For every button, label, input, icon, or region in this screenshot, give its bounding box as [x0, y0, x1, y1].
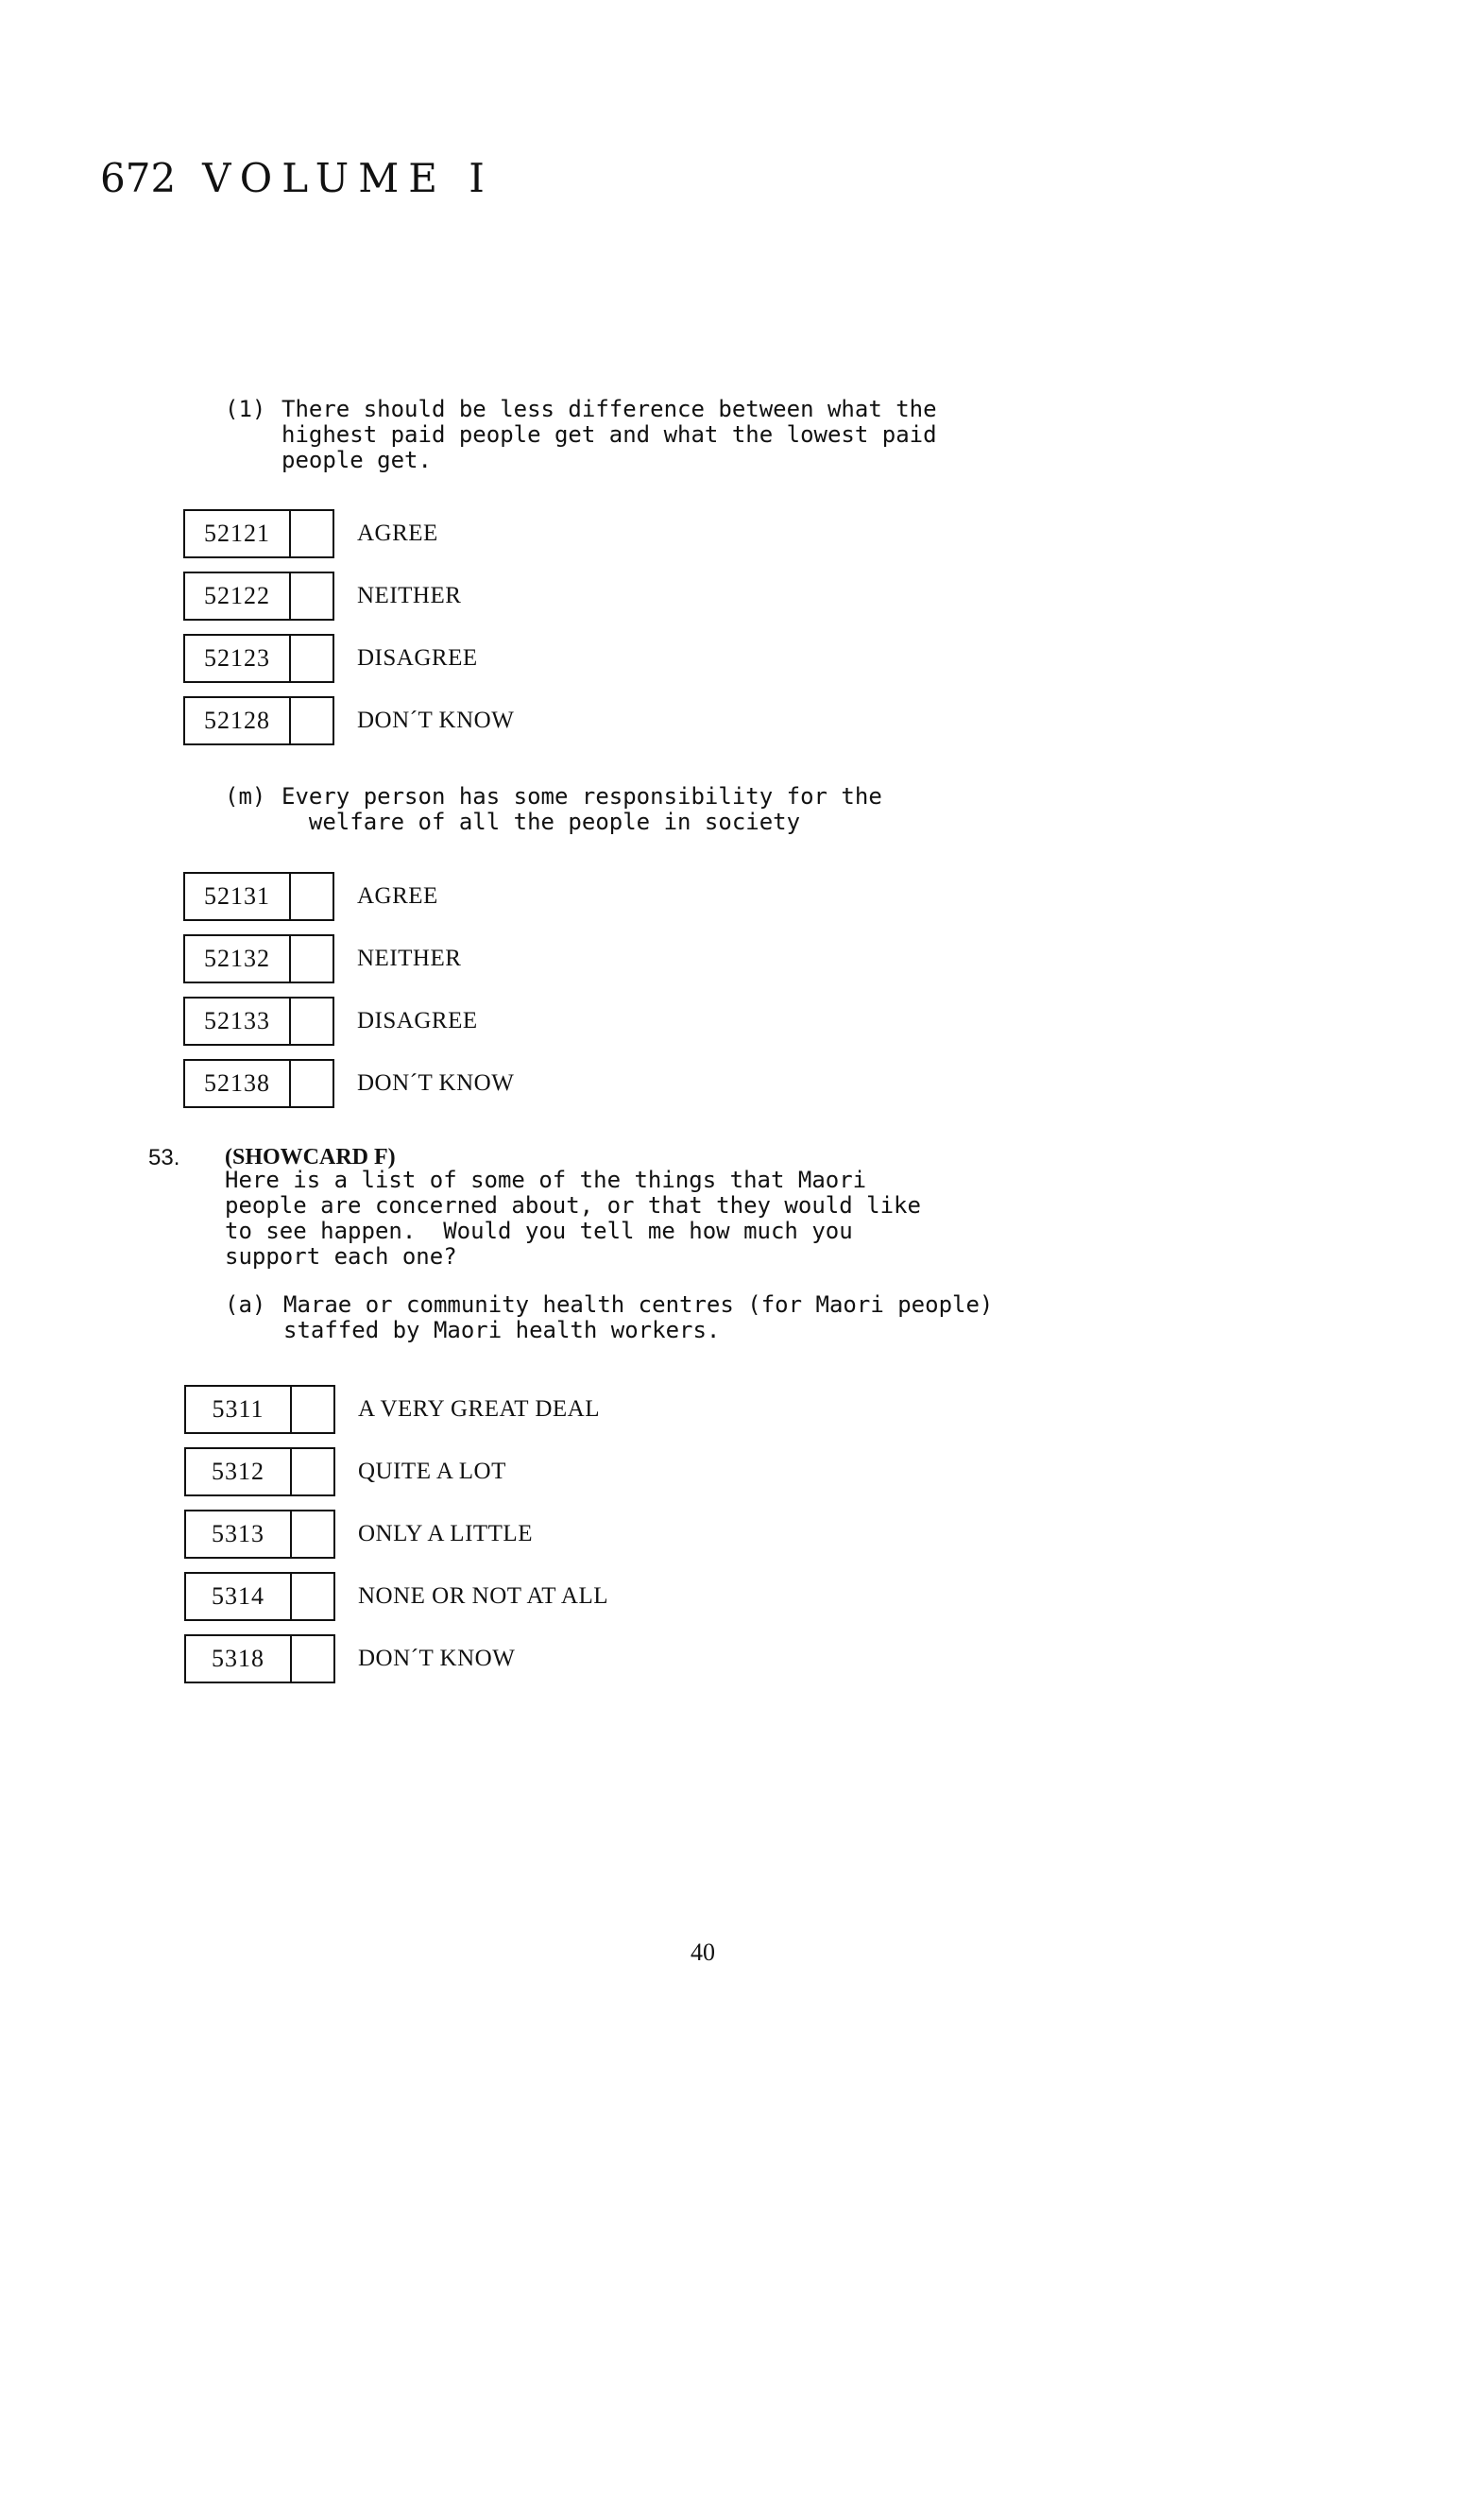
response-code: 52138 [183, 1059, 289, 1108]
answer-checkbox[interactable] [289, 1059, 334, 1108]
page-header-number: 672 [100, 155, 177, 201]
option-label: ONLY A LITTLE [358, 1521, 533, 1546]
option-label: AGREE [357, 521, 438, 546]
page-header [100, 155, 494, 201]
option-label: A VERY GREAT DEAL [358, 1396, 600, 1422]
answer-checkbox[interactable] [289, 997, 334, 1046]
showcard-label: (SHOWCARD F) [225, 1145, 396, 1170]
question-m-letter: (m) [225, 783, 266, 810]
answer-checkbox[interactable] [290, 1634, 335, 1683]
question-53-number: 53. [148, 1145, 180, 1170]
response-code: 52123 [183, 634, 289, 683]
option-label: QUITE A LOT [358, 1459, 506, 1484]
question-53-intro: Here is a list of some of the things that Maori people are concerned about, or that they would like to see happen. Would you tell me how much you support each one? [225, 1167, 921, 1270]
response-code: 52132 [183, 934, 289, 983]
option-label: NEITHER [357, 583, 462, 608]
response-code: 5311 [184, 1385, 290, 1434]
response-code: 5312 [184, 1447, 290, 1496]
response-code: 52128 [183, 696, 289, 745]
answer-checkbox[interactable] [289, 696, 334, 745]
answer-checkbox[interactable] [289, 934, 334, 983]
response-code: 52121 [183, 509, 289, 558]
response-code: 52131 [183, 872, 289, 921]
question-m-text: Every person has some responsibility for the welfare of all the people in society [281, 783, 882, 835]
option-label: AGREE [357, 883, 438, 909]
response-code: 52133 [183, 997, 289, 1046]
page-number: 40 [691, 1938, 715, 1966]
answer-checkbox[interactable] [289, 634, 334, 683]
response-code: 5313 [184, 1510, 290, 1559]
question-l-letter: (1) [225, 396, 266, 422]
question-53a-letter: (a) [225, 1291, 266, 1318]
answer-checkbox[interactable] [289, 509, 334, 558]
answer-checkbox[interactable] [290, 1385, 335, 1434]
response-code: 52122 [183, 572, 289, 621]
option-label: DON´T KNOW [358, 1646, 516, 1671]
answer-checkbox[interactable] [290, 1447, 335, 1496]
option-label: DON´T KNOW [357, 1070, 515, 1096]
option-label: DISAGREE [357, 1008, 478, 1033]
question-l-text: There should be less difference between what the highest paid people get and what the lowest paid people get. [281, 396, 937, 473]
answer-checkbox[interactable] [290, 1510, 335, 1559]
answer-checkbox[interactable] [289, 572, 334, 621]
answer-checkbox[interactable] [290, 1572, 335, 1621]
volume-title: VOLUME I [202, 155, 494, 201]
response-code: 5318 [184, 1634, 290, 1683]
question-53a-text: Marae or community health centres (for Maori people) staffed by Maori health workers. [283, 1291, 994, 1343]
option-label: NEITHER [357, 946, 462, 971]
answer-checkbox[interactable] [289, 872, 334, 921]
option-label: DON´T KNOW [357, 708, 515, 733]
option-label: NONE OR NOT AT ALL [358, 1583, 609, 1609]
response-code: 5314 [184, 1572, 290, 1621]
option-label: DISAGREE [357, 645, 478, 671]
